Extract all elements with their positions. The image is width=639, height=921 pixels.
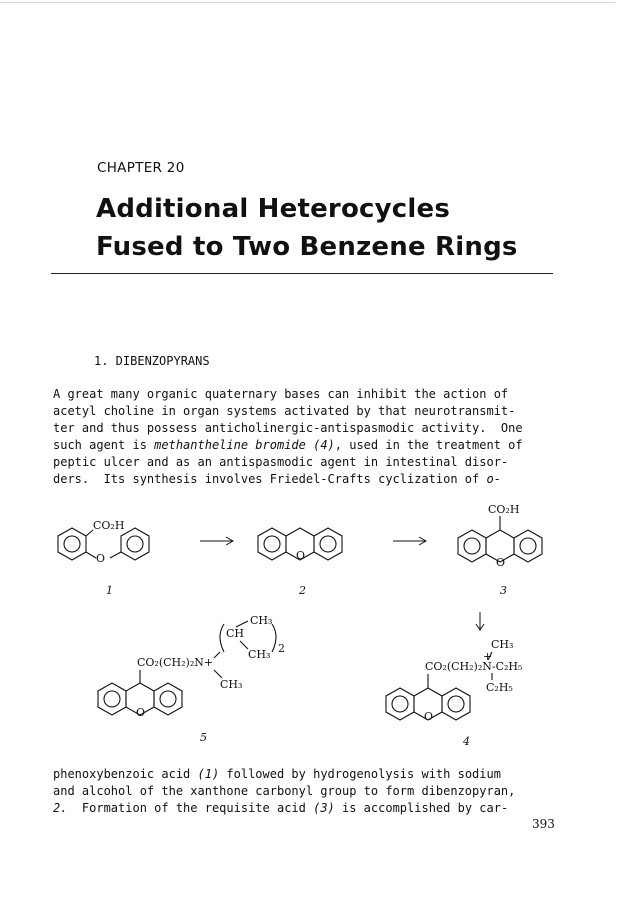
paragraph-synthesis — [53, 766, 573, 817]
compound-label-5: 5 — [200, 731, 207, 744]
ester-chain-label: CO₂(CH₂)₂N-C₂H₅ — [425, 660, 523, 673]
reaction-scheme — [40, 500, 580, 750]
ethyl-label: C₂H₅ — [486, 681, 513, 694]
compound-2-structure — [258, 528, 342, 562]
text-segment: followed by hydrogenolysis with sodium — [219, 767, 501, 781]
compound-reference: 2. — [53, 801, 68, 816]
compound-reference: (3) — [313, 801, 335, 816]
text-segment: is accomplished by car- — [334, 801, 509, 816]
methyl-label: CH₃ — [250, 614, 273, 627]
compound-5-structure — [98, 614, 285, 719]
compound-label-2: 2 — [299, 584, 306, 597]
reaction-arrow — [200, 537, 233, 545]
page-number: 393 — [532, 817, 555, 831]
section-heading: 1. DIBENZOPYRANS — [94, 354, 210, 368]
compound-reference: (1) — [197, 767, 220, 781]
text-line: ter and thus possess anticholinergic-antispasmodic activity. One — [53, 421, 523, 436]
text-line: A great many organic quaternary bases can inhibit the action of — [53, 387, 509, 401]
compound-3-structure — [458, 503, 542, 569]
text-line — [53, 766, 573, 783]
text-segment: phenoxybenzoic acid — [53, 767, 198, 781]
reaction-arrow — [476, 612, 484, 630]
methine-label: CH — [226, 627, 245, 640]
text-line — [53, 437, 573, 454]
compound-name: methantheline bromide (4) — [154, 438, 335, 453]
chapter-title-line-2: Fused to Two Benzene Rings — [96, 232, 518, 262]
text-segment: , used in the treatment of — [334, 438, 523, 453]
compound-1-structure — [58, 519, 149, 565]
ring-oxygen-label: O — [496, 556, 506, 569]
compound-4-structure — [386, 638, 522, 723]
text-line: peptic ulcer and as an antispasmodic agent in intestinal disor- — [53, 455, 509, 470]
methyl-label: CH₃ — [491, 638, 514, 651]
carboxyl-group-label: CO₂H — [93, 519, 125, 532]
text-segment: Formation of the requisite acid — [67, 801, 314, 816]
subscript-two: 2 — [278, 642, 285, 655]
ortho-prefix: o- — [486, 472, 501, 487]
text-segment: such agent is — [53, 438, 155, 453]
compound-label-1: 1 — [106, 584, 113, 597]
methyl-label: CH₃ — [220, 678, 243, 691]
ether-oxygen-label: O — [96, 552, 106, 565]
charge-plus: + — [483, 650, 493, 663]
carboxyl-group-label: CO₂H — [488, 503, 520, 516]
compound-label-3: 3 — [500, 584, 507, 597]
methyl-label: CH₃ — [248, 648, 271, 661]
paragraph-intro — [53, 386, 573, 489]
ring-oxygen-label: O — [136, 706, 146, 719]
top-rule — [0, 2, 615, 3]
title-rule — [51, 273, 553, 274]
chapter-title-line-1: Additional Heterocycles — [96, 194, 451, 224]
text-line: and alcohol of the xanthone carbonyl group to form dibenzopyran, — [53, 784, 516, 799]
ester-chain-label: CO₂(CH₂)₂N+ — [137, 656, 214, 669]
text-line: acetyl choline in organ systems activated by that neurotransmit- — [53, 404, 516, 419]
text-line — [53, 471, 573, 488]
ring-oxygen-label: O — [424, 710, 434, 723]
chapter-label: CHAPTER 20 — [97, 160, 185, 176]
reaction-arrow — [393, 537, 426, 545]
text-segment: ders. Its synthesis involves Friedel-Crafts cyclization of — [53, 472, 487, 487]
ring-oxygen-label: O — [296, 549, 306, 562]
compound-label-4: 4 — [463, 735, 470, 748]
text-line — [53, 800, 573, 817]
